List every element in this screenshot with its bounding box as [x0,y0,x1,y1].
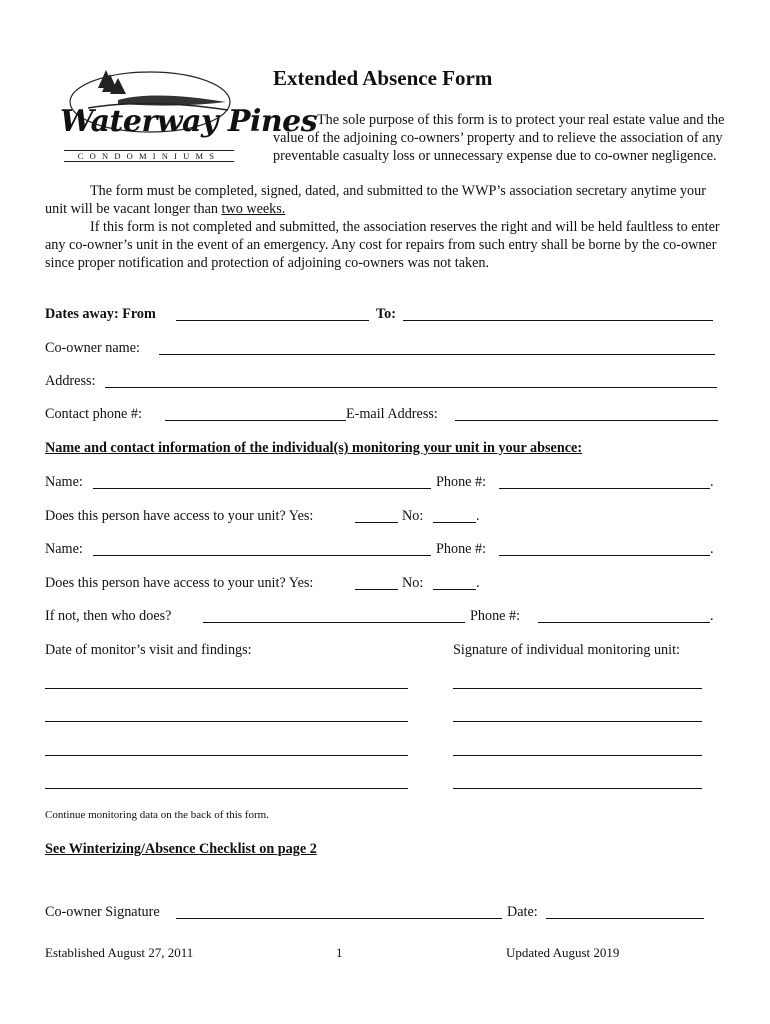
intro-paragraph [273,111,728,165]
monitor2-access-yes-field[interactable] [355,589,398,590]
monitor1-access-yes-field[interactable] [355,522,398,523]
monitor2-access-period: . [476,575,480,591]
monitor1-phone-period: . [710,474,714,490]
address-label: Address: [45,373,96,389]
monitor-signature-line-1[interactable] [453,688,702,689]
liability-text: If this form is not completed and submitted, the association reserves the right and will be held faultless to enter any co-owner’s unit in the event of an emergency. Any cost for repairs from such entry shall be borne by the co-owner since proper notification and protection of adjoining co-owners was not taken. [45,219,720,271]
monitor2-phone-label: Phone #: [436,541,487,557]
signature-date-field[interactable] [546,918,704,919]
waterway-pines-logo [58,68,318,164]
visit-findings-line-3[interactable] [45,755,408,756]
completion-paragraph [45,182,725,218]
if-not-field[interactable] [203,622,465,623]
logo-subtitle: CONDOMINIUMS [64,150,234,162]
monitor-signature-line-3[interactable] [453,755,702,756]
form-title: Extended Absence Form [273,66,493,90]
if-not-phone-field[interactable] [538,622,710,623]
visit-findings-line-2[interactable] [45,721,408,722]
monitor2-phone-field[interactable] [499,555,710,556]
monitor1-name-label: Name: [45,474,83,490]
visit-findings-line-1[interactable] [45,688,408,689]
footer-page-number: 1 [336,945,343,960]
coowner-name-field[interactable] [159,354,715,355]
email-field[interactable] [455,420,718,421]
contact-phone-field[interactable] [165,420,346,421]
continue-note: Continue monitoring data on the back of this form. [45,809,269,821]
liability-paragraph [45,218,725,272]
footer-updated: Updated August 2019 [506,945,620,960]
dates-from-field[interactable] [176,320,369,321]
monitor-signature-label: Signature of individual monitoring unit: [453,642,680,658]
monitor1-access-no-field[interactable] [433,522,476,523]
coowner-name-label: Co-owner name: [45,340,140,356]
coowner-signature-label: Co-owner Signature [45,904,160,920]
two-weeks-text: two weeks. [221,201,286,217]
signature-date-label: Date: [507,904,538,920]
logo-wordmark: Waterway Pines [60,104,318,139]
monitor2-access-no-label: No: [402,575,424,591]
monitor2-name-field[interactable] [93,555,431,556]
dates-from-label: Dates away: From [45,306,156,322]
monitor-signature-line-2[interactable] [453,721,702,722]
visit-findings-line-4[interactable] [45,788,408,789]
dates-to-label: To: [376,306,396,322]
checklist-link[interactable]: See Winterizing/Absence Checklist on page 2 [45,841,317,857]
monitor1-phone-label: Phone #: [436,474,487,490]
address-field[interactable] [105,387,717,388]
monitor2-phone-period: . [710,541,714,557]
if-not-phone-period: . [710,608,714,624]
visit-findings-label: Date of monitor’s visit and findings: [45,642,252,658]
monitor2-name-label: Name: [45,541,83,557]
contact-phone-label: Contact phone #: [45,406,142,422]
coowner-signature-field[interactable] [176,918,502,919]
footer-established: Established August 27, 2011 [45,945,194,960]
dates-to-field[interactable] [403,320,713,321]
monitor2-access-question: Does this person have access to your unit? Yes: [45,575,314,591]
email-label: E-mail Address: [346,406,438,422]
monitor-signature-line-4[interactable] [453,788,702,789]
completion-text: The form must be completed, signed, dated, and submitted to the WWP’s association secretary anytime your unit will be vacant longer than [45,183,706,217]
monitor2-access-no-field[interactable] [433,589,476,590]
if-not-label: If not, then who does? [45,608,172,624]
intro-text: The sole purpose of this form is to protect your real estate value and the value of the adjoining co-owners’ property and to relieve the association of any preventable casualty loss or unnecessary expense due to co-owner negligence. [273,112,725,164]
monitor1-access-period: . [476,508,480,524]
monitor1-phone-field[interactable] [499,488,710,489]
monitor-heading: Name and contact information of the individual(s) monitoring your unit in your absence: [45,440,583,456]
if-not-phone-label: Phone #: [470,608,521,624]
monitor1-access-no-label: No: [402,508,424,524]
monitor1-name-field[interactable] [93,488,431,489]
monitor1-access-question: Does this person have access to your unit? Yes: [45,508,314,524]
